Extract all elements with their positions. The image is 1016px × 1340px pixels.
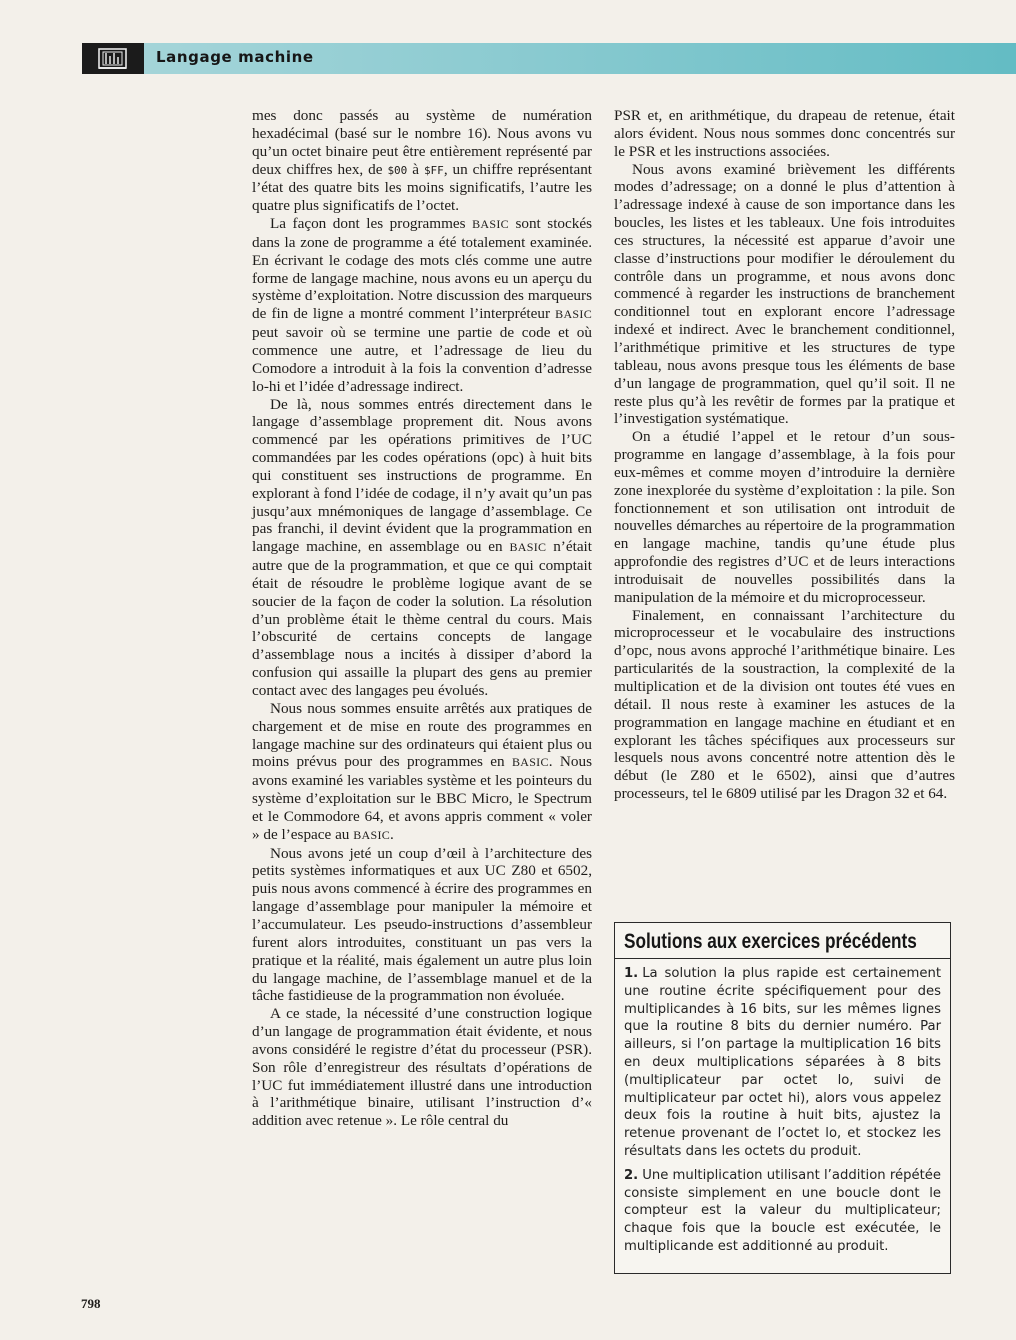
section-title: Langage machine [156, 48, 314, 66]
paragraph: On a étudié l’appel et le retour d’un sous-programme en langage d’assemblage, à la fois pour eux-mêmes et comme moyen d’introduire la dernière zone inexplorée du système d’exploitation : la pile. Son fonctionnement et son utilisation ont introduit de nouvelles démarches au répertoire de la programmation en langage machine, tandis qu’une étude plus approfondie des registres d’UC et de leurs interactions introduisait de nouvelles possibilités dans la manipulation de la mémoire et du microprocesseur. [614, 428, 955, 606]
paragraph: Nous avons jeté un coup d’œil à l’architecture des petits systèmes informatiques et aux UC Z80 et 6502, puis nous avons commencé à écrire des programmes en langage d’assemblage pour manipuler la mémoire et l’accumulateur. Les pseudo-instructions d’assembleur furent alors introduites, constituant un pas vers la pratique et la réalité, mais également un autre plus loin du langage machine, de l’assemblage manuel et de la tâche fastidieuse de la programmation non évoluée. [252, 844, 592, 1005]
paragraph: mes donc passés au système de numération hexadécimal (basé sur le nombre 16). Nous avons vu qu’un octet binaire peut être entièrement représenté par deux chiffres hex, de $00 à $FF, un chiffre représentant l’état des quatre bits les moins significatifs, l’autre les quatre plus significatifs de l’octet. [252, 107, 593, 215]
solutions-title: Solutions aux exercices précédents [624, 930, 917, 953]
solution-item: 2. Une multiplication utilisant l’addition répétée consiste simplement en une boucle dont le compteur est la valeur du multiplicateur; chaque fois que la boucle est exécutée, le multiplicande est additionné au produit. [624, 1167, 941, 1254]
right-column [614, 107, 955, 803]
page-number: 798 [81, 1296, 101, 1311]
solution-number: 2. [624, 1167, 639, 1183]
paragraph: Nous avons examiné brièvement les différents modes d’adressage; on a donné le plus d’attention à l’adressage indexé à cause de son importance dans les boucles, les listes et les tableaux. Une fois introduites ces structures, la nécessité est apparue d’avoir une classe d’instructions pour modifier le déroulement du contrôle dans un programme, et nous avons donc commencé à regarder les instructions de branchement conditionnel tout en explorant encore l’adressage indexé et indirect. Avec le branchement conditionnel, l’arithmétique primitive et les structures de type tableau, nous avons presque tous les éléments de base d’un langage de programmation, quel qu’il soit. Il ne reste plus qu’à les revêtir de formes par la pratique et l’investigation systématique. [614, 160, 955, 428]
paragraph: Finalement, en connaissant l’architecture du microprocesseur et le vocabulaire des instructions d’opc, nous avons approché l’arithmétique binaire. Les particularités de la soustraction, la complexité de la multiplication et de la division ont toutes été vues en détail. Il nous reste à examiner les astuces de la programmation en langage machine en étudiant et en explorant les tâches spécifiques aux processeurs sur lesquels nous avons concentré notre attention dès le début (le Z80 et le 6502), ainsi que d’autres processeurs, tel le 6809 utilisé par les Dragon 32 et 64. [614, 606, 955, 803]
box-divider [615, 958, 950, 959]
left-column [252, 107, 592, 1130]
paragraph: De là, nous sommes entrés directement dans le langage d’assemblage proprement dit. Nous avons commencé par les opérations primitives de l’UC commandées par les codes opérations (opc) à huit bits qui constituent ses instructions de programme. En explorant à fond l’idée de codage, il n’y avait qu’un pas jusqu’aux mnémoniques de langage d’assemblage. Ce pas franchi, il devint évident que la programmation en langage machine, en assemblage ou en BASIC n’était autre que de la programmation, et que ce qui comptait était de résoudre le problème logique avant de se soucier de la façon de coder la solution. La résolution d’un problème était le thème central du cours. Mais l’obscurité de certains concepts de langage d’assemblage nous a incités à dissiper d’abord la confusion qui assaille la plupart des gens au premier contact avec des langages peu évolués. [252, 395, 592, 699]
machine-code-icon [82, 43, 144, 74]
paragraph: PSR et, en arithmétique, du drapeau de retenue, était alors évident. Nous nous sommes donc concentrés sur le PSR et les instructions associées. [614, 107, 955, 160]
solution-number: 1. [624, 966, 639, 981]
solutions-box [614, 922, 951, 1274]
paragraph: La façon dont les programmes BASIC sont stockés dans la zone de programme a été totalement examinée. En écrivant le codage des mots clés comme une autre forme de langage machine, nous avons eu un aperçu du système d’exploitation. Notre discussion des marqueurs de fin de ligne a montré comment l’interpréteur BASIC peut savoir où se termine une partie de code et où commence une autre, et l’adressage de lieu du Comodore a introduit à la fois la convention d’adresse lo-hi et l’idée d’adressage indirect. [252, 215, 592, 395]
paragraph: A ce stade, la nécessité d’une construction logique d’un langage de programmation était évidente, et nous avons considéré le registre d’état du processeur (PSR). Son rôle d’enregistreur des résultats d’opérations de l’UC fut immédiatement illustré dans une introduction à l’arithmétique binaire, utilisant l’instruction d’« addition avec retenue ». Le rôle central du [252, 1005, 592, 1130]
paragraph: Nous nous sommes ensuite arrêtés aux pratiques de chargement et de mise en route des programmes en langage machine sur des ordinateurs qui étaient plus ou moins prévus pour des programmes en BASIC. Nous avons examiné les variables système et les pointeurs du système d’exploitation sur le BBC Micro, le Spectrum et le Commodore 64, et avons appris comment « voler » de l’espace au BASIC. [252, 699, 592, 843]
solution-item: 1. La solution la plus rapide est certainement une routine écrite spécifiquement pour des multiplicandes à 16 bits, sur les mêmes lignes que la routine 8 bits du dernier numéro. Par ailleurs, si l’on partage la multiplication 16 bits en deux multiplications séparées à 8 bits (multiplicateur par octet lo, suivi de multiplicateur par octet hi), alors vous appelez deux fois la routine à huit bits, ajustez la retenue provenant de l’octet lo, et stockez les résultats dans les octets du produit. [624, 966, 941, 1159]
page-header [82, 43, 1016, 74]
